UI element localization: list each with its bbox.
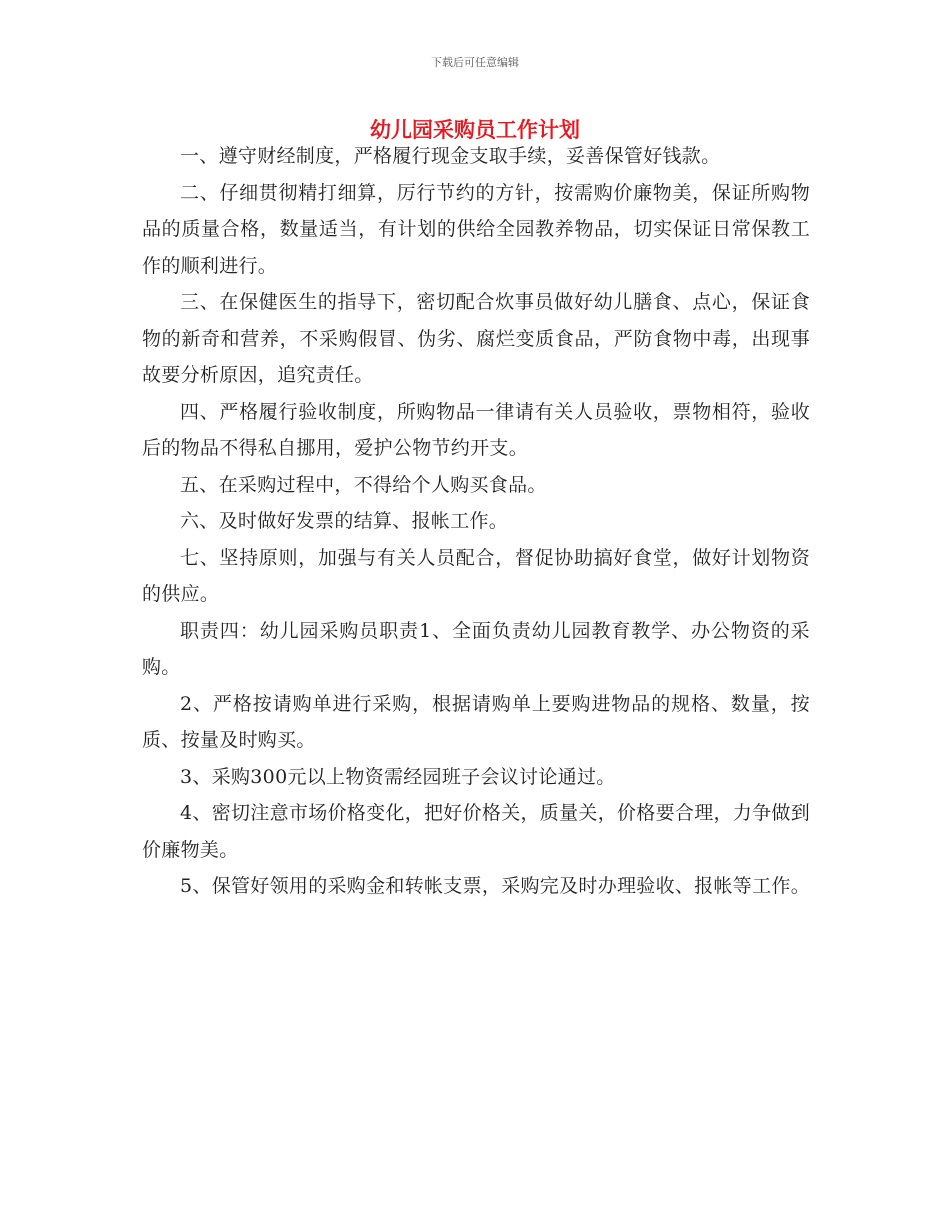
paragraph-5: 五、在采购过程中，不得给个人购买食品。 (180, 473, 547, 496)
paragraph-9: 2、严格按请购单进行采购，根据请购单上要购进物品的规格、数量，按质、按量及时购买。 (142, 692, 810, 751)
paragraph-1: 一、遵守财经制度，严格履行现金支取手续，妥善保管好钱款。 (180, 145, 721, 167)
paragraph-10: 3、采购300元以上物资需经园班子会议讨论通过。 (180, 765, 616, 788)
paragraph-3: 三、在保健医生的指导下，密切配合炊事员做好幼儿膳食、点心，保证食物的新奇和营养，不采购假冒、伪劣、腐烂变质食品，严防食物中毒，出现事故要分析原因，追究责任。 (142, 291, 810, 386)
paragraph-4: 四、严格履行验收制度，所购物品一律请有关人员验收，票物相符，验收后的物品不得私自挪用，爱护公物节约开支。 (142, 400, 810, 459)
paragraph-12: 5、保管好领用的采购金和转帐支票，采购完及时办理验收、报帐等工作。 (180, 875, 810, 897)
paragraph-2: 二、仔细贯彻精打细算，厉行节约的方针，按需购价廉物美，保证所购物品的质量合格，数量适当，有计划的供给全园教养物品，切实保证日常保教工作的顺利进行。 (142, 181, 810, 277)
paragraph-7: 七、坚持原则，加强与有关人员配合，督促协助搞好食堂，做好计划物资的供应。 (142, 546, 810, 605)
document-title: 幼儿园采购员工作计划 (370, 118, 580, 142)
paragraph-6: 六、及时做好发票的结算、报帐工作。 (180, 510, 509, 532)
paragraph-11: 4、密切注意市场价格变化，把好价格关，质量关，价格要合理，力争做到价廉物美。 (142, 802, 810, 861)
document-body (142, 138, 810, 905)
header-note: 下载后可任意编辑 (431, 56, 519, 69)
paragraph-8: 职责四：幼儿园采购员职责1、全面负责幼儿园教育教学、办公物资的采购。 (142, 619, 810, 678)
